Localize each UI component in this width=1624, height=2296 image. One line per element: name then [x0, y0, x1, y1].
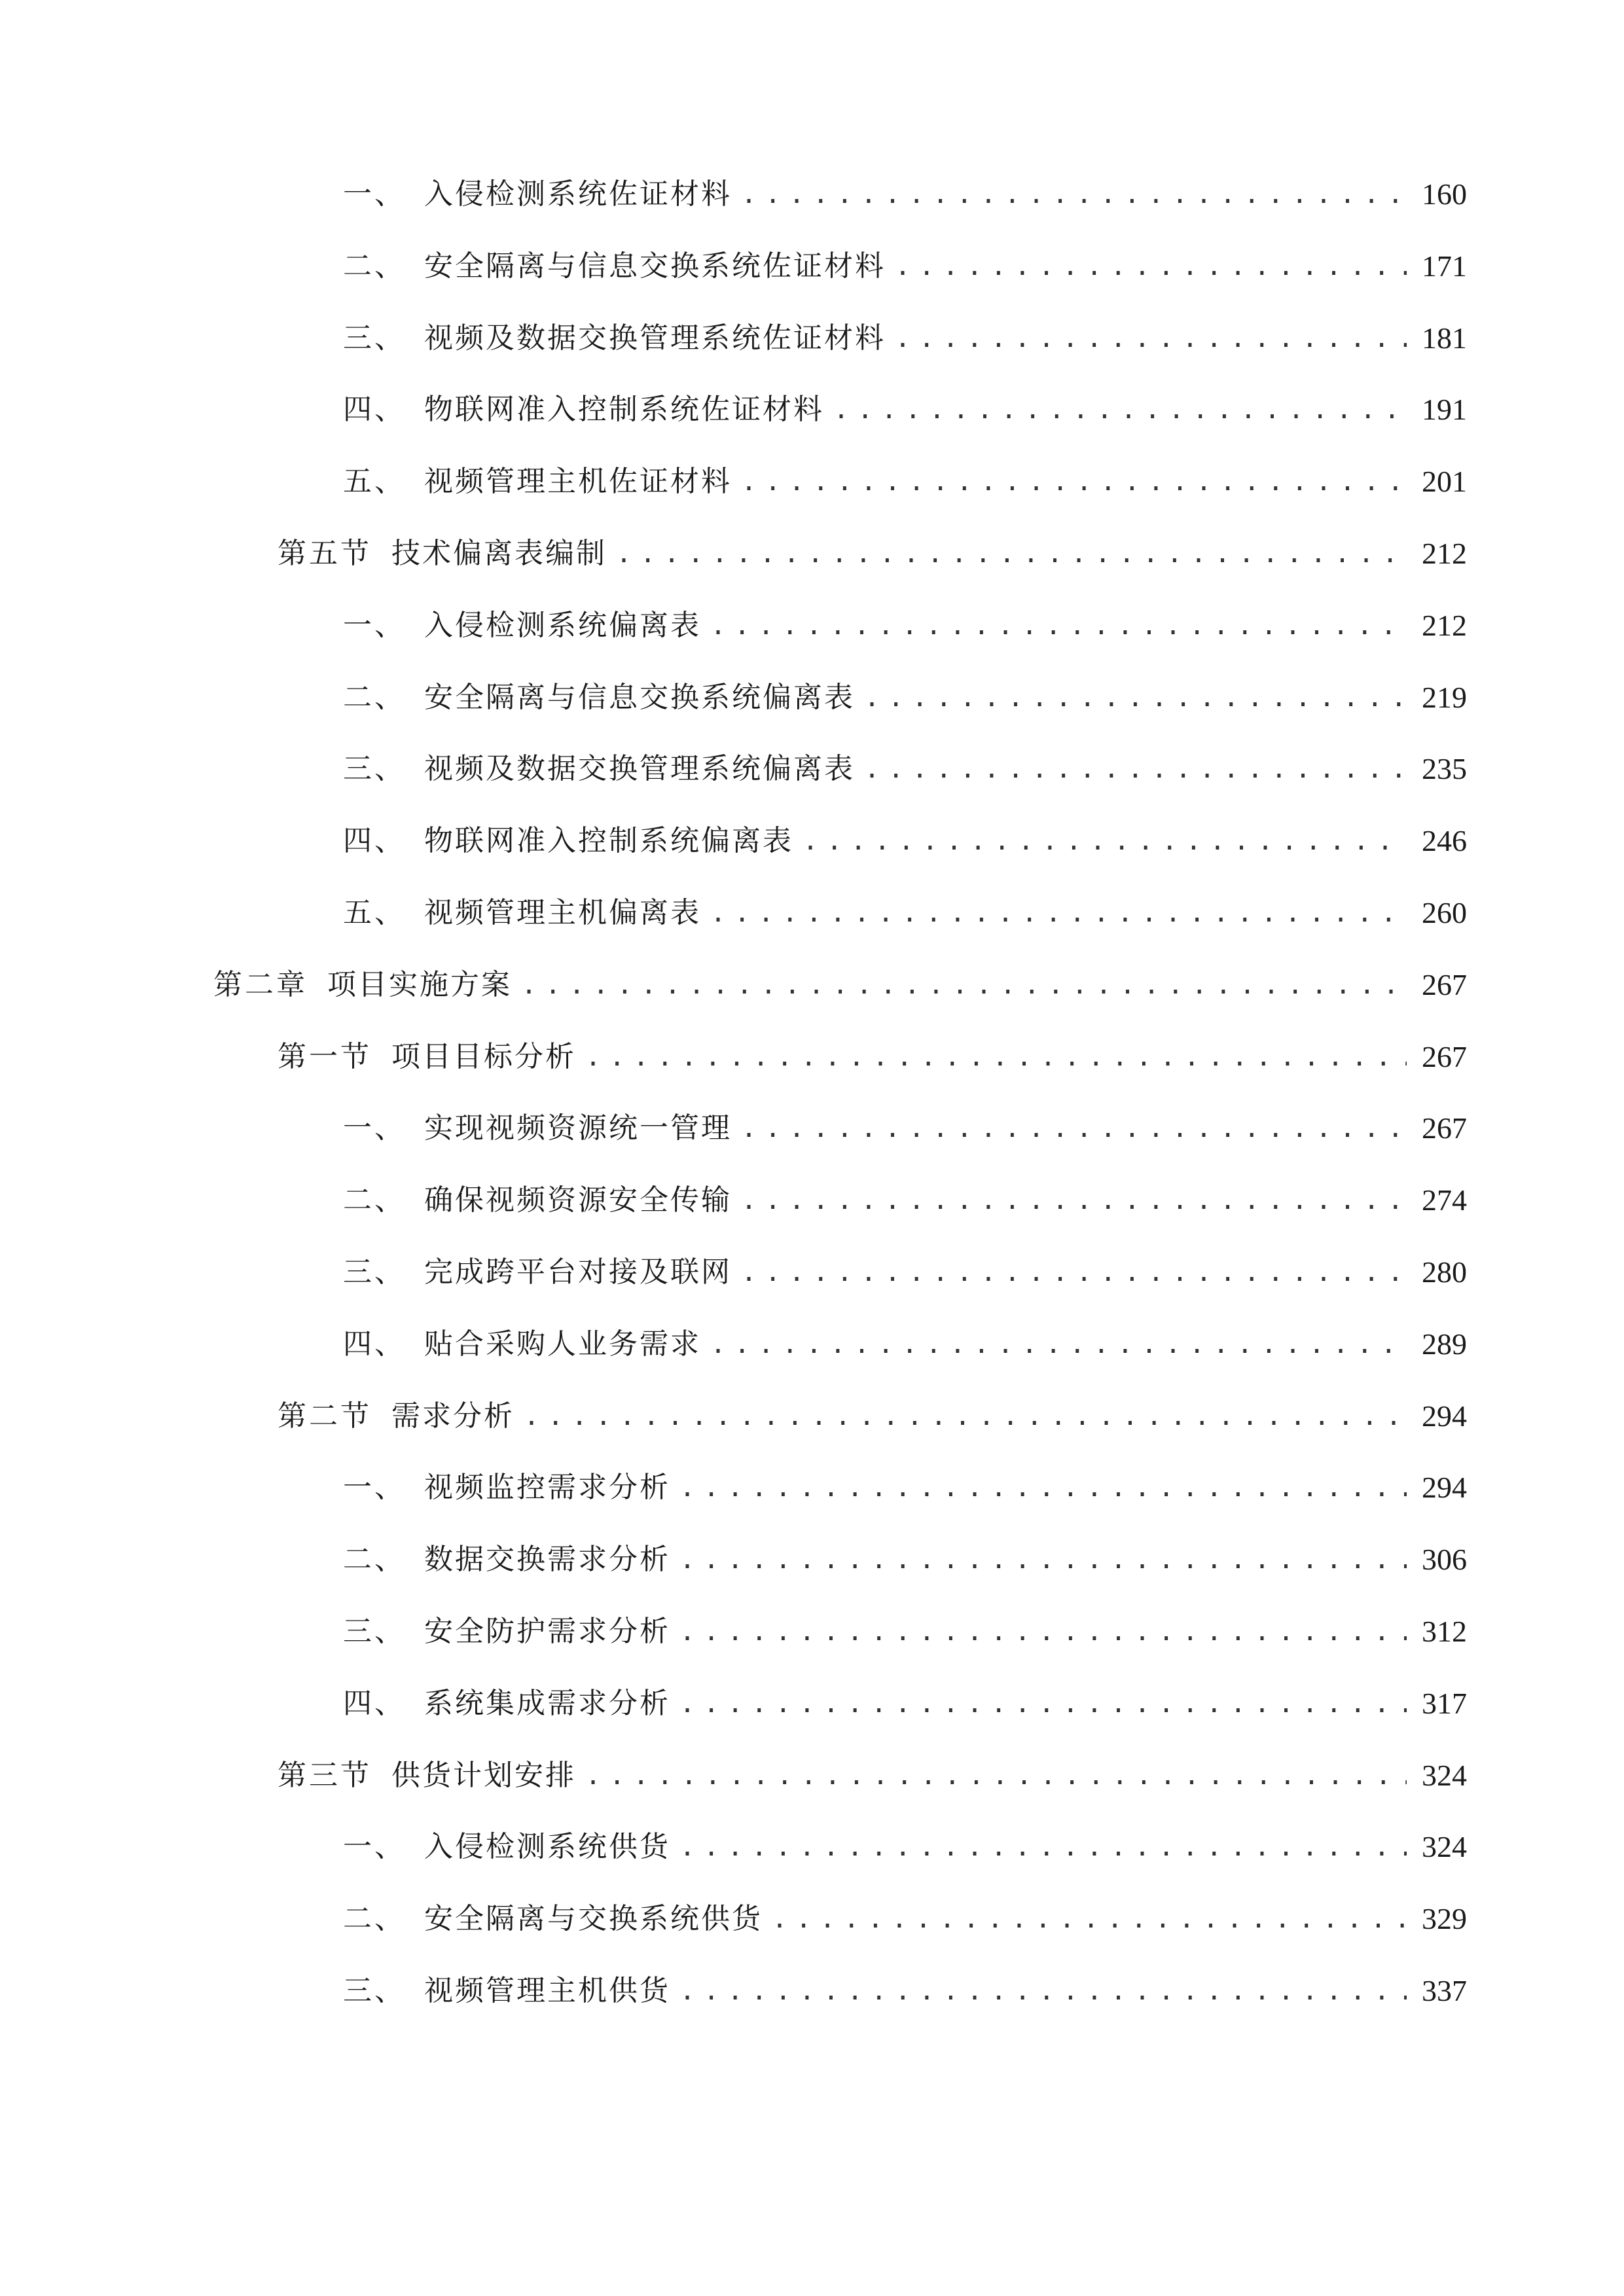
toc-entry-page-number: 274	[1422, 1183, 1467, 1217]
toc-entry-title: 安全防护需求分析	[424, 1615, 670, 1648]
toc-entry-title: 视频管理主机佐证材料	[424, 465, 732, 499]
toc-entry-page-number: 280	[1422, 1255, 1467, 1289]
toc-leader-dots	[521, 959, 1407, 1011]
toc-leader-dots	[741, 1246, 1407, 1299]
toc-entry-page-number: 324	[1422, 1830, 1467, 1864]
toc-entry-title: 入侵检测系统供货	[424, 1830, 670, 1864]
toc-entry-title: 确保视频资源安全传输	[424, 1183, 732, 1217]
toc-entry-number: 四、	[343, 824, 406, 858]
toc-entry-page-number: 160	[1422, 177, 1467, 211]
toc-entry[interactable]	[343, 887, 1467, 939]
toc-entry-page-number: 267	[1422, 1039, 1467, 1073]
toc-entry-title: 技术偏离表编制	[391, 537, 607, 570]
toc-leader-dots	[679, 1605, 1407, 1658]
toc-entry-page-number: 289	[1422, 1327, 1467, 1361]
toc-entry-page-number: 337	[1422, 1974, 1467, 2007]
toc-entry-title: 需求分析	[391, 1399, 514, 1433]
toc-entry-page-number: 235	[1422, 752, 1467, 786]
toc-entry[interactable]	[343, 1965, 1467, 2017]
toc-entry-page-number: 324	[1422, 1758, 1467, 1792]
toc-entry-title: 供货计划安排	[391, 1758, 576, 1792]
toc-leader-dots	[741, 1102, 1407, 1155]
toc-entry-number: 二、	[343, 680, 406, 714]
toc-entry-page-number: 294	[1422, 1399, 1467, 1433]
toc-entry-page-number: 312	[1422, 1615, 1467, 1648]
toc-entry-page-number: 267	[1422, 967, 1467, 1001]
toc-entry[interactable]	[343, 743, 1467, 795]
toc-entry-page-number: 212	[1422, 608, 1467, 642]
toc-entry[interactable]	[278, 528, 1467, 580]
toc-entry-title: 数据交换需求分析	[424, 1543, 670, 1577]
toc-entry-number: 第五节	[278, 537, 372, 570]
toc-leader-dots	[679, 1677, 1407, 1730]
toc-leader-dots	[741, 1174, 1407, 1227]
toc-entry-number: 第二章	[213, 967, 308, 1001]
toc-entry-number: 三、	[343, 752, 406, 786]
toc-entry-title: 安全隔离与信息交换系统偏离表	[424, 680, 855, 714]
toc-entry[interactable]	[343, 1246, 1467, 1299]
toc-entry-number: 二、	[343, 1902, 406, 1936]
toc-entry[interactable]	[343, 384, 1467, 436]
toc-leader-dots	[524, 1390, 1407, 1443]
toc-entry[interactable]	[343, 168, 1467, 221]
toc-leader-dots	[803, 815, 1407, 867]
toc-entry-number: 二、	[343, 1183, 406, 1217]
toc-entry[interactable]	[343, 1605, 1467, 1658]
toc-entry-title: 系统集成需求分析	[424, 1686, 670, 1720]
toc-leader-dots	[616, 528, 1407, 580]
toc-entry-title: 入侵检测系统偏离表	[424, 608, 701, 642]
toc-entry-number: 第三节	[278, 1758, 372, 1792]
toc-entry-title: 物联网准入控制系统佐证材料	[424, 393, 824, 427]
toc-entry-number: 三、	[343, 1255, 406, 1289]
toc-entry-number: 五、	[343, 465, 406, 499]
toc-entry[interactable]	[278, 1749, 1467, 1802]
toc-entry-title: 贴合采购人业务需求	[424, 1327, 701, 1361]
toc-entry-number: 四、	[343, 1686, 406, 1720]
toc-entry-title: 视频及数据交换管理系统偏离表	[424, 752, 855, 786]
toc-leader-dots	[741, 456, 1407, 508]
toc-entry-number: 一、	[343, 1111, 406, 1145]
toc-entry[interactable]	[343, 815, 1467, 867]
toc-entry[interactable]	[343, 1462, 1467, 1514]
toc-entry-title: 完成跨平台对接及联网	[424, 1255, 732, 1289]
toc-entry-number: 一、	[343, 608, 406, 642]
toc-entry-title: 实现视频资源统一管理	[424, 1111, 732, 1145]
toc-leader-dots	[679, 1821, 1407, 1873]
toc-entry[interactable]	[343, 1318, 1467, 1371]
toc-leader-dots	[585, 1749, 1407, 1802]
toc-entry-number: 三、	[343, 1974, 406, 2007]
toc-entry-title: 安全隔离与信息交换系统佐证材料	[424, 249, 886, 283]
toc-entry[interactable]	[343, 672, 1467, 724]
toc-leader-dots	[833, 384, 1407, 436]
toc-entry-number: 第二节	[278, 1399, 372, 1433]
toc-entry-number: 一、	[343, 1471, 406, 1505]
toc-entry-number: 四、	[343, 393, 406, 427]
toc-leader-dots	[710, 1318, 1407, 1371]
toc-entry[interactable]	[343, 1893, 1467, 1945]
toc-entry-page-number: 219	[1422, 680, 1467, 714]
toc-leader-dots	[710, 600, 1407, 652]
toc-entry[interactable]	[343, 600, 1467, 652]
toc-leader-dots	[710, 887, 1407, 939]
toc-entry-title: 入侵检测系统佐证材料	[424, 177, 732, 211]
toc-entry-number: 四、	[343, 1327, 406, 1361]
toc-entry-title: 物联网准入控制系统偏离表	[424, 824, 793, 858]
toc-entry[interactable]	[343, 456, 1467, 508]
toc-entry[interactable]	[278, 1390, 1467, 1443]
toc-entry-number: 二、	[343, 1543, 406, 1577]
toc-entry-title: 项目实施方案	[327, 967, 512, 1001]
toc-leader-dots	[895, 312, 1407, 365]
toc-entry-page-number: 260	[1422, 896, 1467, 929]
toc-entry[interactable]	[343, 1677, 1467, 1730]
toc-entry[interactable]	[343, 1174, 1467, 1227]
toc-entry-title: 视频及数据交换管理系统佐证材料	[424, 321, 886, 355]
toc-entry-page-number: 212	[1422, 537, 1467, 570]
toc-leader-dots	[679, 1965, 1407, 2017]
toc-entry-number: 五、	[343, 896, 406, 929]
toc-leader-dots	[772, 1893, 1407, 1945]
toc-entry-page-number: 294	[1422, 1471, 1467, 1505]
toc-entry-page-number: 267	[1422, 1111, 1467, 1145]
toc-entry-page-number: 329	[1422, 1902, 1467, 1936]
toc-entry-page-number: 181	[1422, 321, 1467, 355]
toc-leader-dots	[864, 743, 1407, 795]
toc-entry-title: 项目目标分析	[391, 1039, 576, 1073]
toc-entry-title: 安全隔离与交换系统供货	[424, 1902, 763, 1936]
toc-entry-title: 视频管理主机偏离表	[424, 896, 701, 929]
toc-entry-page-number: 246	[1422, 824, 1467, 858]
toc-leader-dots	[679, 1462, 1407, 1514]
toc-entry-page-number: 306	[1422, 1543, 1467, 1577]
toc-entry[interactable]	[343, 1821, 1467, 1873]
toc-leader-dots	[895, 240, 1407, 293]
toc-leader-dots	[679, 1534, 1407, 1586]
toc-entry-number: 三、	[343, 321, 406, 355]
toc-entry[interactable]	[278, 1031, 1467, 1083]
toc-entry-number: 第一节	[278, 1039, 372, 1073]
toc-entry-page-number: 317	[1422, 1686, 1467, 1720]
toc-leader-dots	[585, 1031, 1407, 1083]
toc-entry-title: 视频管理主机供货	[424, 1974, 670, 2007]
toc-entry-page-number: 171	[1422, 249, 1467, 283]
toc-leader-dots	[741, 168, 1407, 221]
toc-entry-number: 三、	[343, 1615, 406, 1648]
toc-entry-number: 一、	[343, 177, 406, 211]
toc-entry-title: 视频监控需求分析	[424, 1471, 670, 1505]
toc-entry-page-number: 201	[1422, 465, 1467, 499]
toc-entry[interactable]	[343, 1534, 1467, 1586]
toc-leader-dots	[864, 672, 1407, 724]
toc-entry[interactable]	[213, 959, 1467, 1011]
toc-entry-number: 二、	[343, 249, 406, 283]
toc-entry[interactable]	[343, 1102, 1467, 1155]
toc-entry[interactable]	[343, 240, 1467, 293]
toc-entry-page-number: 191	[1422, 393, 1467, 427]
toc-entry-number: 一、	[343, 1830, 406, 1864]
toc-entry[interactable]	[343, 312, 1467, 365]
